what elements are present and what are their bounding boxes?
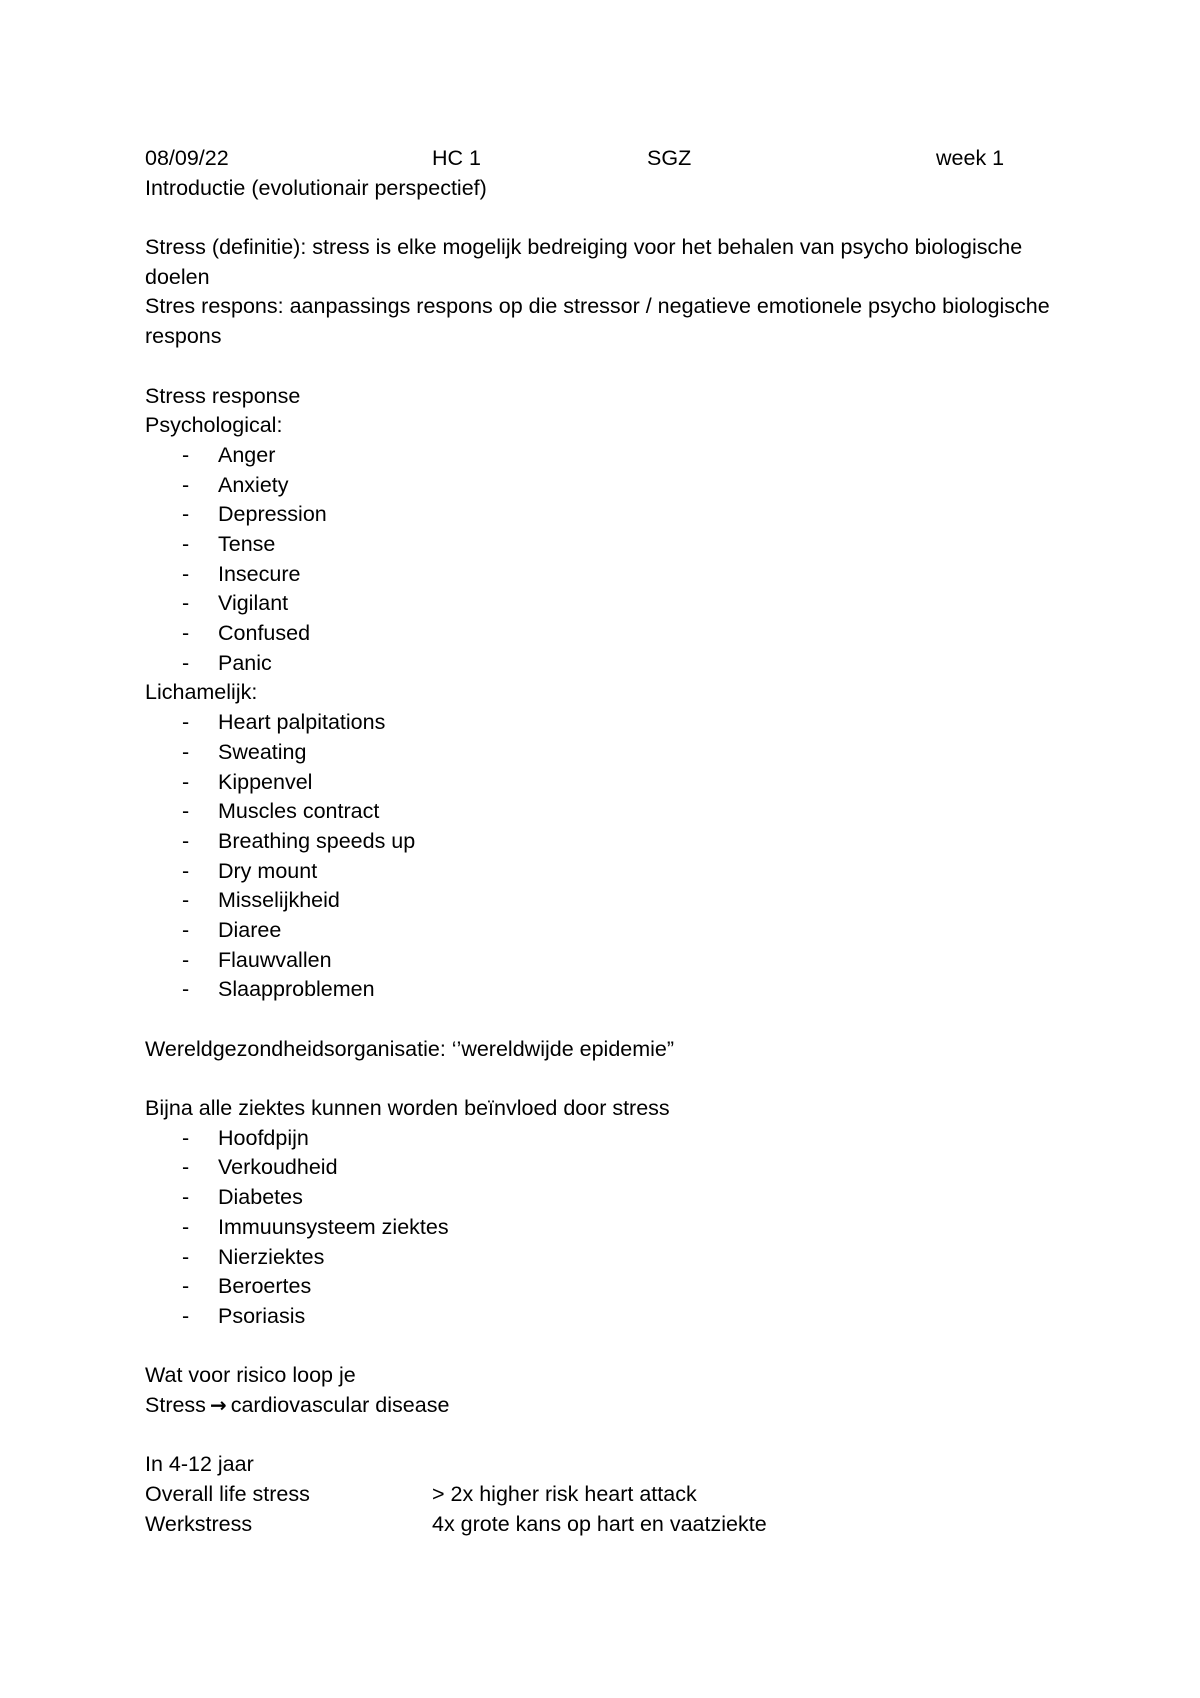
dash-bullet: - (182, 739, 190, 764)
risk-label: Overall life stress (145, 1482, 310, 1506)
list-item: - Insecure (145, 560, 1075, 590)
dash-bullet: - (182, 769, 190, 794)
list-item: - Tense (145, 530, 1075, 560)
dash-bullet: - (182, 828, 190, 853)
dash-bullet: - (182, 977, 190, 1002)
dash-bullet: - (182, 1244, 190, 1269)
dash-bullet: - (182, 1155, 190, 1180)
list-item: - Confused (145, 619, 1075, 649)
list-item: - Immuunsysteem ziektes (145, 1213, 1075, 1243)
diseases-list (145, 1124, 1075, 1332)
header-row (145, 144, 1075, 174)
right-arrow-icon: → (209, 1392, 227, 1417)
list-item: - Anxiety (145, 471, 1075, 501)
list-item: - Diaree (145, 916, 1075, 946)
dash-bullet: - (182, 591, 190, 616)
spacer (145, 1421, 1075, 1451)
header-date: 08/09/22 (145, 146, 229, 170)
risk-value: > 2x higher risk heart attack (432, 1482, 697, 1506)
spacer (145, 203, 1075, 233)
stress-response-definition: Stres respons: aanpassings respons op die stressor / negatieve emotionele psycho biologische respons (145, 294, 1050, 349)
dash-bullet: - (182, 650, 190, 675)
dash-bullet: - (182, 442, 190, 467)
period: In 4-12 jaar (145, 1452, 254, 1477)
dash-bullet: - (182, 621, 190, 646)
dash-bullet: - (182, 1125, 190, 1150)
dash-bullet: - (182, 947, 190, 972)
dash-bullet: - (182, 1303, 190, 1328)
physical-heading: Lichamelijk: (145, 680, 258, 705)
header-lecture: HC 1 (432, 146, 481, 170)
dash-bullet: - (182, 561, 190, 586)
dash-bullet: - (182, 1185, 190, 1210)
dash-bullet: - (182, 502, 190, 527)
list-item: - Breathing speeds up (145, 827, 1075, 857)
list-item: - Heart palpitations (145, 708, 1075, 738)
dash-bullet: - (182, 710, 190, 735)
risk-label: Werkstress (145, 1511, 253, 1536)
dash-bullet: - (182, 532, 190, 556)
risk-effect: cardiovascular disease (230, 1392, 450, 1417)
list-item: - Beroertes (145, 1272, 1075, 1302)
psychological-heading: Psychological: (145, 413, 283, 438)
dash-bullet: - (182, 917, 190, 942)
list-item: - Hoofdpijn (145, 1124, 1075, 1154)
dash-bullet: - (182, 888, 190, 913)
list-item: - Anger (145, 441, 1075, 471)
dash-bullet: - (182, 1214, 190, 1239)
list-item: - Misselijkheid (145, 886, 1075, 916)
list-item: - Depression (145, 500, 1075, 530)
psychological-list (145, 441, 1075, 679)
list-item: - Nierziektes (145, 1243, 1075, 1273)
risk-question: Wat voor risico loop je (145, 1363, 356, 1388)
table-row (145, 1480, 1075, 1510)
stress-definition: Stress (definitie): stress is elke mogelijk bedreiging voor het behalen van psycho biologische doelen (145, 235, 1023, 289)
list-item: - Psoriasis (145, 1302, 1075, 1332)
list-item: - Slaapproblemen (145, 975, 1075, 1005)
table-row (145, 1510, 1075, 1540)
list-item: - Muscles contract (145, 797, 1075, 827)
list-item: - Dry mount (145, 857, 1075, 887)
risk-cause: Stress (145, 1392, 206, 1417)
who-quote: Wereldgezondheidsorganisatie: ‘’wereldwijde epidemie” (145, 1036, 675, 1061)
header-course: SGZ (647, 146, 692, 170)
dash-bullet: - (182, 1274, 190, 1299)
physical-list (145, 708, 1075, 1005)
dash-bullet: - (182, 858, 190, 883)
diseases-heading: Bijna alle ziektes kunnen worden beïnvloed door stress (145, 1096, 670, 1121)
intro-title: Introductie (evolutionair perspectief) (145, 175, 487, 200)
list-item: - Verkoudheid (145, 1153, 1075, 1183)
dash-bullet: - (182, 799, 190, 824)
list-item: - Panic (145, 649, 1075, 679)
list-item: - Sweating (145, 738, 1075, 768)
dash-bullet: - (182, 472, 190, 497)
document-page (145, 144, 1075, 1539)
risk-value: 4x grote kans op hart en vaatziekte (432, 1511, 767, 1536)
spacer (145, 1005, 1075, 1035)
spacer (145, 1064, 1075, 1094)
spacer (145, 352, 1075, 382)
stress-response-heading: Stress response (145, 383, 301, 408)
spacer (145, 1332, 1075, 1362)
list-item: - Kippenvel (145, 768, 1075, 798)
list-item: - Diabetes (145, 1183, 1075, 1213)
risk-statement (145, 1391, 1075, 1421)
list-item: - Vigilant (145, 589, 1075, 619)
header-week: week 1 (936, 146, 1005, 170)
list-item: - Flauwvallen (145, 946, 1075, 976)
